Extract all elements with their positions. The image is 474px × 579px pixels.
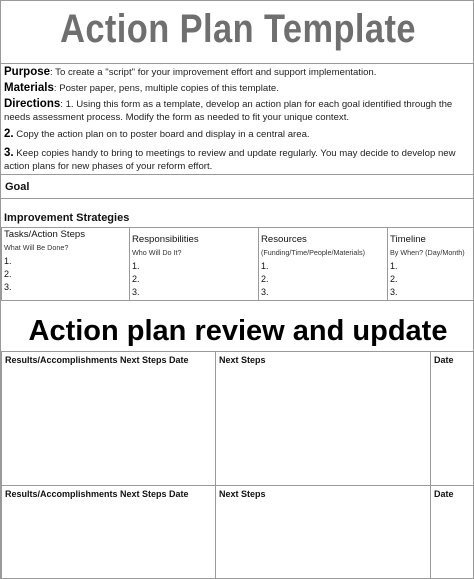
goal-label: Goal (5, 181, 30, 193)
step3-number: 3. (4, 147, 14, 159)
results-cell: Results/Accomplishments Next Steps Date (2, 486, 216, 579)
review-row (2, 352, 474, 486)
tasks-item: 3. (4, 282, 12, 292)
timeline-cell (388, 228, 474, 301)
materials-label: Materials (4, 82, 54, 94)
date-cell: Date (431, 486, 474, 579)
next-steps-cell: Next Steps (216, 486, 431, 579)
title-divider (1, 63, 474, 64)
resources-item: 1. (261, 261, 269, 271)
step3-text: Keep copies handy to bring to meetings to review and update regularly. You may decide to develop new action plans for new phases of your reform effort. (4, 148, 456, 172)
resources-cell (259, 228, 388, 301)
timeline-item: 1. (390, 261, 398, 271)
directions-text: : 1. Using this form as a template, develop an action plan for each goal identified through the needs assessment process. Modify the form as needed to fit your unique context. (4, 99, 453, 123)
resources-header: Resources (261, 234, 307, 245)
purpose-line (4, 66, 472, 80)
resources-subheader: (Funding/Time/People/Materials) (261, 248, 365, 257)
timeline-header: Timeline (390, 234, 426, 245)
tasks-header: Tasks/Action Steps (4, 229, 86, 240)
review-row (2, 486, 474, 579)
page-title: Action Plan Template (60, 7, 416, 51)
tasks-subheader: What Will Be Done? (4, 243, 69, 252)
materials-line (4, 82, 472, 96)
review-section-title: Action plan review and update (28, 315, 448, 347)
responsibilities-cell (130, 228, 259, 301)
tasks-item: 1. (4, 256, 12, 266)
resources-item: 2. (261, 274, 269, 284)
goal-divider-bottom (1, 198, 474, 199)
review-table (1, 351, 474, 579)
responsibilities-subheader: Who Will Do It? (132, 248, 182, 257)
date-cell: Date (431, 352, 474, 486)
results-cell: Results/Accomplishments Next Steps Date (2, 352, 216, 486)
tasks-cell (2, 228, 130, 301)
goal-divider-top (1, 174, 474, 175)
responsibilities-item: 2. (132, 274, 140, 284)
directions-line (4, 98, 472, 124)
tasks-item: 2. (4, 269, 12, 279)
step2-line (4, 128, 472, 142)
resources-item: 3. (261, 287, 269, 297)
timeline-item: 3. (390, 287, 398, 297)
purpose-label: Purpose (4, 66, 51, 78)
materials-text: : Poster paper, pens, multiple copies of this template. (53, 83, 279, 94)
next-steps-cell: Next Steps (216, 352, 431, 486)
strategies-table (1, 227, 474, 301)
step3-line (4, 147, 472, 173)
step2-text: Copy the action plan on to poster board and display in a central area. (13, 129, 310, 140)
improvement-strategies-label: Improvement Strategies (4, 212, 130, 224)
responsibilities-header: Responsibilities (132, 234, 199, 245)
responsibilities-item: 1. (132, 261, 140, 271)
purpose-text: : To create a "script" for your improvement effort and support implementation. (50, 67, 377, 78)
responsibilities-item: 3. (132, 287, 140, 297)
directions-label: Directions (4, 98, 61, 110)
timeline-item: 2. (390, 274, 398, 284)
timeline-subheader: By When? (Day/Month) (390, 248, 465, 257)
step2-number: 2. (4, 128, 14, 140)
